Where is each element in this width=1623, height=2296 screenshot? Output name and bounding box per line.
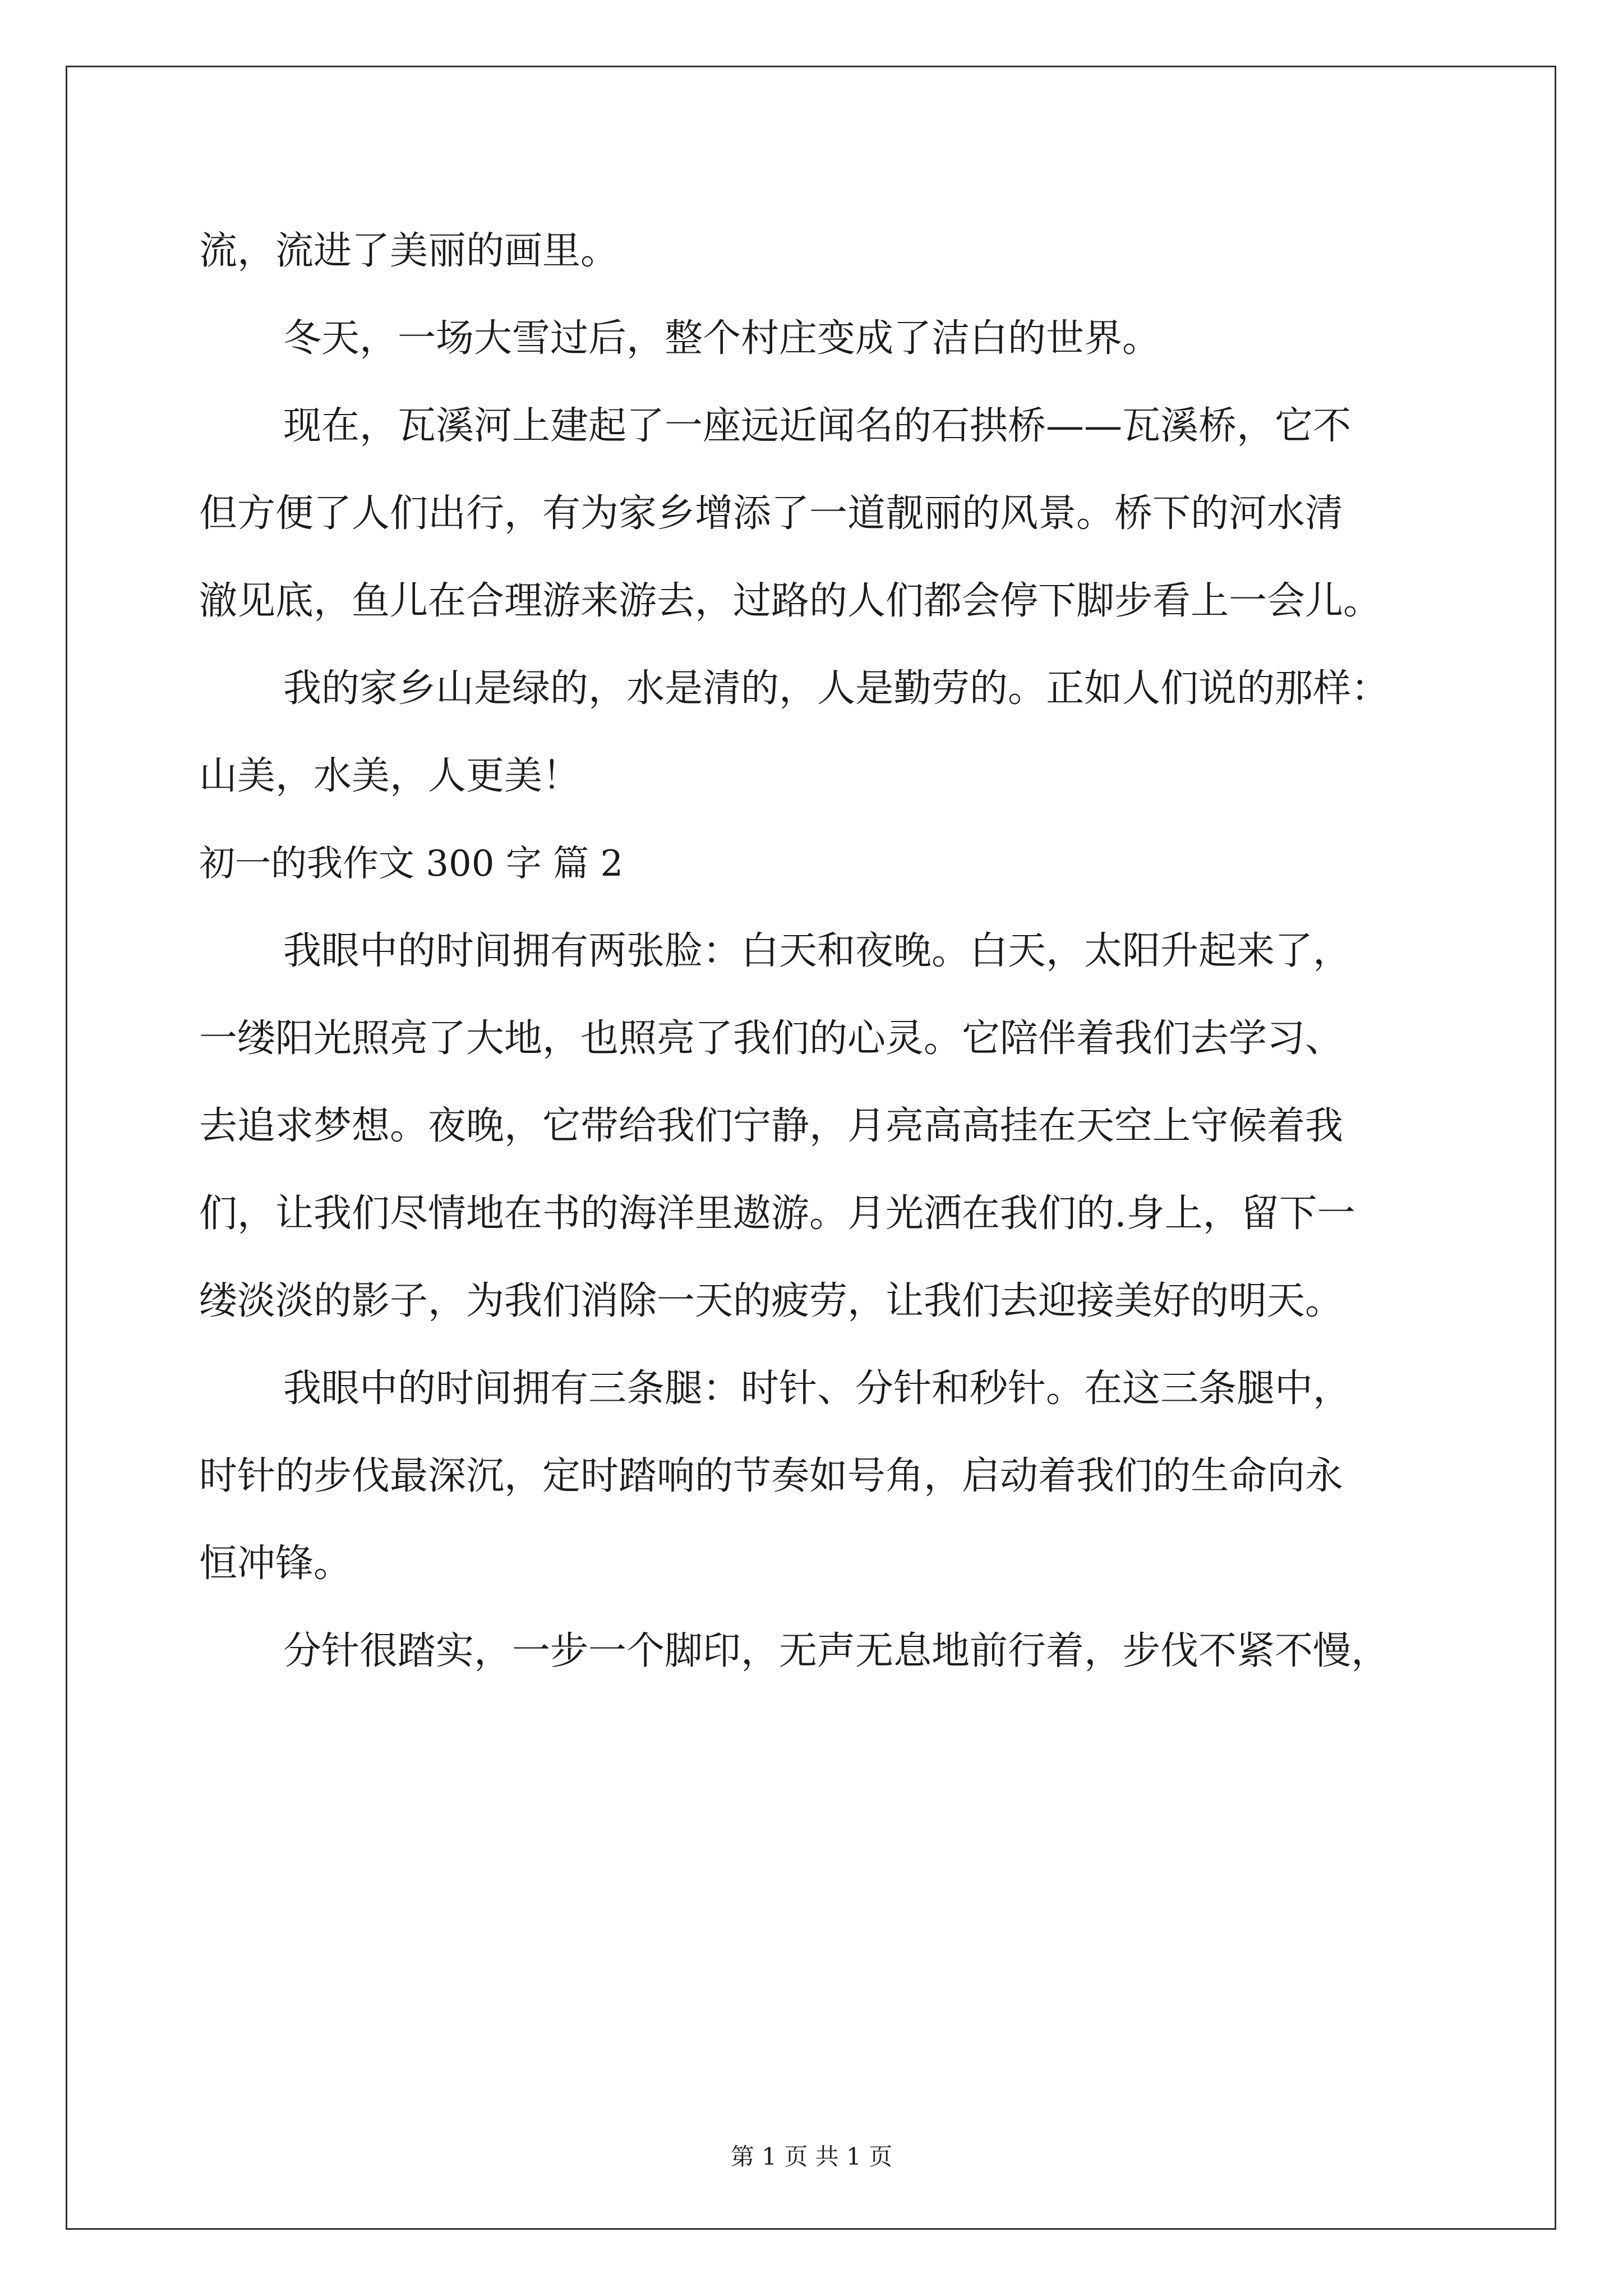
text-line: 我眼中的时间拥有两张脸：白天和夜晚。白天，太阳升起来了， <box>283 929 1352 973</box>
text-line: 恒冲锋。 <box>199 1542 352 1586</box>
text-line: 现在，瓦溪河上建起了一座远近闻名的石拱桥——瓦溪桥，它不 <box>283 404 1352 448</box>
text-line: 冬天，一场大雪过后，整个村庄变成了洁白的世界。 <box>283 316 1161 361</box>
text-line: 澈见底，鱼儿在合理游来游去，过路的人们都会停下脚步看上一会儿。 <box>199 579 1382 623</box>
text-line: 但方便了人们出行，有为家乡增添了一道靓丽的风景。桥下的河水清 <box>199 491 1344 536</box>
text-line: 缕淡淡的影子，为我们消除一天的疲劳，让我们去迎接美好的明天。 <box>199 1279 1344 1323</box>
text-line: 山美，水美，人更美！ <box>199 754 581 798</box>
text-line: 一缕阳光照亮了大地，也照亮了我们的心灵。它陪伴着我们去学习、 <box>199 1016 1344 1061</box>
text-line: 去追求梦想。夜晚，它带给我们宁静，月亮高高挂在天空上守候着我 <box>199 1104 1344 1148</box>
page-number-footer: 第 1 页 共 1 页 <box>730 2143 893 2170</box>
document-body <box>199 208 1433 1695</box>
text-line: 流，流进了美丽的画里。 <box>199 229 619 273</box>
text-line: 我眼中的时间拥有三条腿：时针、分针和秒针。在这三条腿中， <box>283 1366 1352 1411</box>
text-line: 我的家乡山是绿的，水是清的，人是勤劳的。正如人们说的那样： <box>283 666 1390 711</box>
section-heading: 初一的我作文 300 字 篇 2 <box>199 843 624 885</box>
text-line: 时针的步伐最深沉，定时踏响的节奏如号角，启动着我们的生命向永 <box>199 1454 1344 1498</box>
text-line: 分针很踏实，一步一个脚印，无声无息地前行着，步伐不紧不慢， <box>283 1629 1390 1673</box>
text-line: 们，让我们尽情地在书的海洋里遨游。月光洒在我们的.身上，留下一 <box>199 1191 1355 1236</box>
